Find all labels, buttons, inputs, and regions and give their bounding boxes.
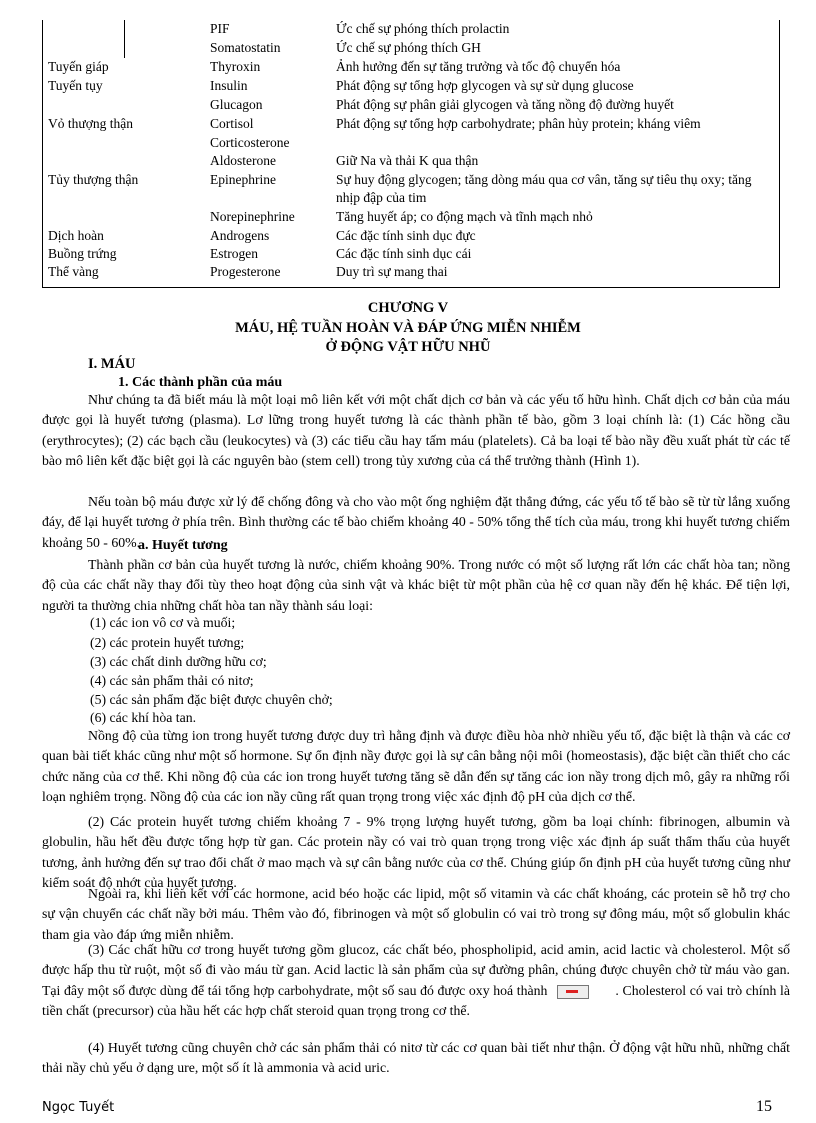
paragraph: Thành phần cơ bản của huyết tương là nước, chiếm khoảng 90%. Trong nước có một số lượng rất lớn các chất hòa tan; nồng độ của các chất nầy thay đổi tùy theo hoạt động của sinh vật và khác biệt từ một phần của hệ cơ quan nầy đến hệ khác. Để tiện lợi, người ta thường chia những chất hòa tan nầy thành sáu loại: [42,557,790,613]
table-left-border [42,20,43,288]
list-item: (6) các khí hòa tan. [90,710,197,725]
paragraph: Như chúng ta đã biết máu là một loại mô liên kết với một chất dịch cơ bản và các yếu tố hữu hình. Chất dịch cơ bản của máu được gọi là huyết tương (plasma). Lơ lững trong huyết tương là các thành phần tế bào, gồm 3 loại chính là: (1) Các hồng cầu (erythrocytes); (2) các bạch cầu (leukocytes) và (3) các tiểu cầu hay tấm máu (platelets). Cả ba loại tế bào nầy đều xuất phát từ các tế bào mô liên kết đặc biệt gọi là các nguyên bào (stem cell) trong tủy xương của cá thể trưởng thành (Hình 1). [42,392,790,469]
paragraph: (3) Các chất hữu cơ trong huyết tương gồm glucoz, các chất béo, phospholipid, acid amin, acid lactic và cholesterol. Một số được hấp thu từ ruột, một số đi vào máu từ gan. Acid lactic là sản phẩm của sự đường phân, chúng được chuyên chở từ máu vào gan. Tại đây một số được dùng để tái tổng hợp carbohydrate, một số sau đó được oxy hoá thành . Cholesterol có vai trò chính là tiền chất (precursor) của hầu hết các hợp chất steroid quan trọng trong cơ thể. [42,942,790,1019]
subsection-heading: a. Huyết tương [138,538,228,553]
embedded-object-icon [557,985,589,999]
table-bracket-line [124,20,125,58]
list-item: (2) các protein huyết tương; [90,635,245,650]
list-item: (1) các ion vô cơ và muối; [90,615,236,630]
footer-author: Ngọc Tuyết [42,1100,115,1115]
paragraph: Ngoài ra, khi liên kết với các hormone, acid béo hoặc các lipid, một số vitamin và các chất khoáng, các protein sẽ hỗ trợ cho sự vận chuyển các chất nầy bởi máu. Thêm vào đó, fibrinogen và một số globulin có vai trò trong sự đông máu, một số globulin khác tham gia vào đáp ứng miễn nhiễm. [42,886,790,942]
section-heading: I. MÁU [88,356,136,372]
paragraph: (2) Các protein huyết tương chiếm khoảng 7 - 9% trọng lượng huyết tương, gồm ba loại chính: fibrinogen, albumin và globulin, hầu hết đều được tổng hợp từ gan. Các protein nầy có vai trò quan trọng trong việc xác định áp suất thẩm thấu của huyết tương, ảnh hưởng đến sự trao đổi chất ở mao mạch và sự cân bằng nước của cơ thể. Chúng giúp ổn định pH của huyết tương cũng như kiểm soát độ nhớt của huyết tương. [42,814,790,891]
chapter-title-line2: Ở ĐỘNG VẬT HỮU NHŨ [325,339,491,355]
list-item: (5) các sản phẩm đặc biệt được chuyên chở; [90,692,333,707]
paragraph: (4) Huyết tương cũng chuyên chở các sản phẩm thải có nitơ từ các cơ quan bài tiết như thận. Ở động vật hữu nhũ, những chất thải nầy chủ yếu ở dạng ure, một số ít là ammonia và acid uric. [42,1040,790,1076]
list-item: (4) các sản phẩm thải có nitơ; [90,673,254,688]
chapter-number: CHƯƠNG V [367,300,449,316]
paragraph: Nếu toàn bộ máu được xử lý để chống đông và cho vào một ống nghiệm đặt thẳng đứng, các yếu tố tế bào sẽ từ từ lắng xuống đáy, để lại huyết tương ở phía trên. Bình thường các tế bào chiếm khoảng 40 - 50% tổng thể tích của máu, trong khi huyết tương chiếm khoảng 50 - 60%. [42,494,790,550]
paragraph: Nồng độ của từng ion trong huyết tương được duy trì hằng định và được điều hòa nhờ nhiều yếu tố, đặc biệt là thận và các cơ quan bài tiết khác cũng như một số hormone. Sự ổn định nầy được gọi là sự cân bằng nội môi (homeostasis), đặc biệt cần thiết cho các chức năng của cơ thể. Khi nồng độ của các ion trong huyết tương tăng sẽ dẫn đến sự tăng các ion nầy trong dịch mô, gây ra những rối loạn nghiêm trọng. Nồng độ của các ion nầy cũng rất quan trọng trong việc xác định độ pH của dịch cơ thể. [42,728,790,805]
subsection-heading: 1. Các thành phần của máu [118,375,283,390]
page-number: 15 [756,1098,772,1115]
hormone-table: PIF Ức chế sự phóng thích prolactin Somatostatin Ức chế sự phóng thích GH Tuyến giáp Thyroxin Ảnh hưởng đến sự tăng trưởng và tốc độ chuyển hóa Tuyến tụy Insulin Phát động sự tổng hợp glycogen và sự sử dụng glucose Glucagon Phát động sự phân giải glycogen và tăng nồng độ đường huyết Vỏ thượng thận Cortisol Phát động sự tổng hợp carbohydrate; phân hủy protein; kháng viêm Corticosterone Aldosterone Giữ Na và thải K qua thận Tủy thượng thận Epinephrine Sự huy động glycogen; tăng dòng máu qua cơ vân, tăng sự tiêu thụ oxy; tăng nhịp đập của tim Norepinephrine Tăng huyết áp; co động mạch và tĩnh mạch nhỏ Dịch hoàn Androgens Các đặc tính sinh dục đực Buồng trứng Estrogen Các đặc tính sinh dục cái Thể vàng Progesterone Duy trì sự mang thai [42,20,780,288]
chapter-title-line1: MÁU, HỆ TUẦN HOÀN VÀ ĐÁP ỨNG MIỄN NHIỄM [235,320,581,336]
list-item: (3) các chất dinh dưỡng hữu cơ; [90,654,267,669]
